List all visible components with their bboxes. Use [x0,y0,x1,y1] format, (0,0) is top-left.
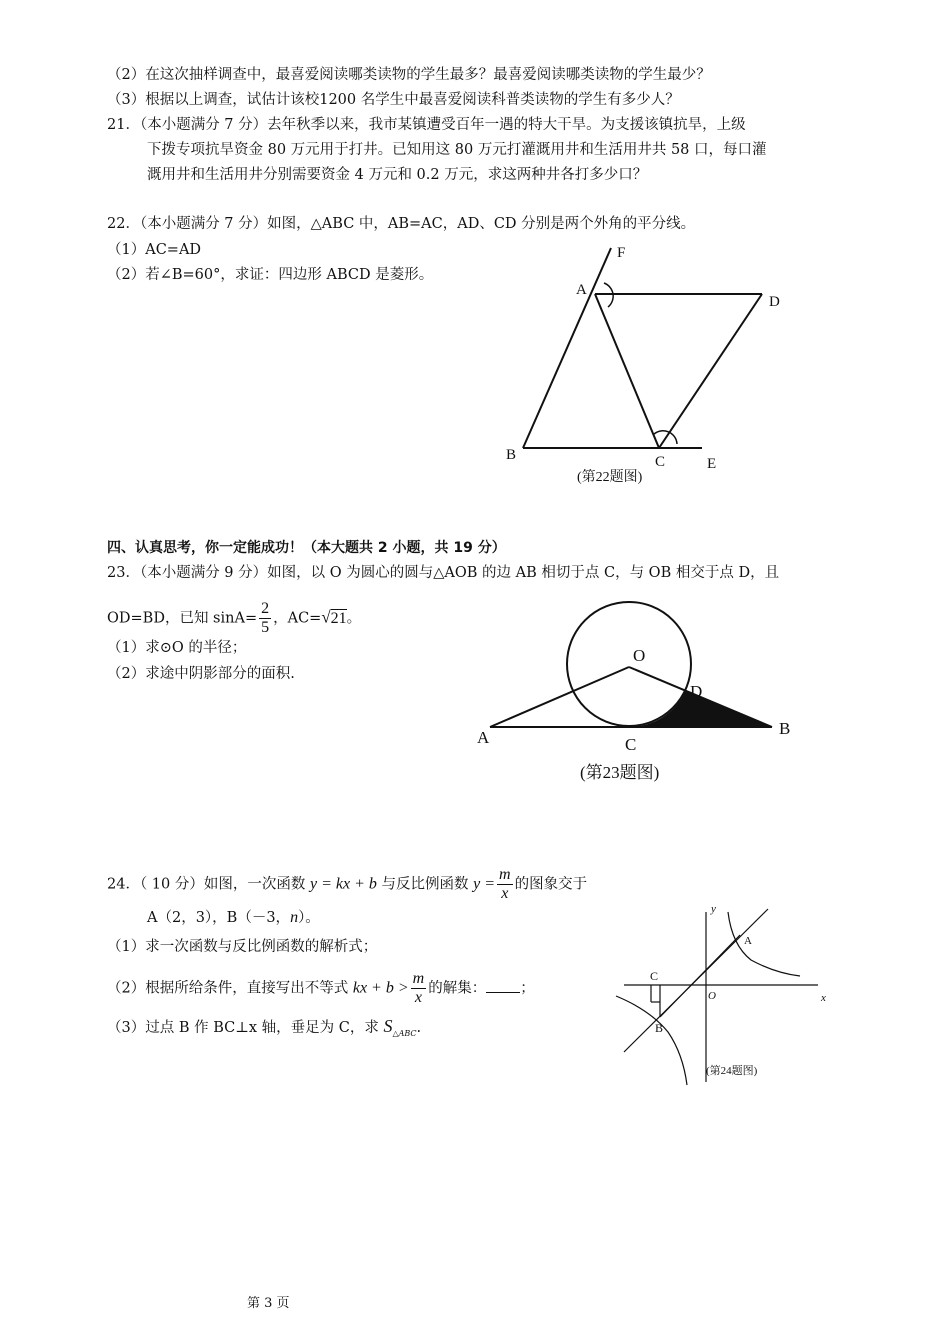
label-o24: O [708,990,716,1002]
q24-points-text: A（2，3），B（－3， [147,910,291,926]
q24-part2-text: （2）根据所给条件，直接写出不等式 [107,980,349,997]
label-a: A [576,282,587,298]
label-x: x [821,992,826,1004]
label-a23: A [477,728,490,747]
hyperbola-lower [616,996,687,1085]
label-b23: B [779,719,791,738]
frac-x: x [501,885,509,902]
caption-23: (第23题图) [580,763,660,782]
q23-given-text: OD=BD，已知 sinA= [107,610,258,627]
q23-ac: ，AC= [273,610,322,627]
label-f: F [617,245,626,261]
q22-part1: （1）AC=AD [107,242,202,258]
linear-function: y = kx + b [309,875,377,893]
frac-num: 2 [261,600,270,617]
frac-m: m [499,866,511,883]
q24-stem-end: 的图象交于 [514,876,588,893]
label-c: C [655,454,666,470]
label-e: E [707,456,717,472]
q24-stem-mid: 与反比例函数 [381,876,469,893]
label-b: B [506,447,517,463]
q20-part2: （2）在这次抽样调查中，最喜爱阅读哪类读物的学生最多？最喜爱阅读哪类读物的学生最少？ [107,67,711,83]
sqrt-sign: √ [321,607,331,627]
label-c24: C [650,969,659,983]
frac-den: 5 [261,619,270,636]
page-number: 第 3 页 [247,1296,290,1311]
q23-stem: 23．（本小题满分 9 分）如图，以 O 为圆心的圆与△AOB 的边 AB 相切于点 C，与 OB 相交于点 D，且 [107,565,780,581]
q21-line1: 21．（本小题满分 7 分）去年秋季以来，我市某镇遭受百年一遇的特大干旱。为支援该镇抗旱，上级 [107,117,746,133]
inverse-function-lhs: y = [473,875,496,893]
q22-part2: （2）若∠B=60°，求证：四边形 ABCD 是菱形。 [107,267,434,283]
q24-n: n [290,909,299,926]
line-b-a [660,935,740,1017]
label-d23: D [690,682,703,701]
frac-x2: x [414,989,422,1006]
label-y: y [711,903,716,915]
q22-stem: 22．（本小题满分 7 分）如图，△ABC 中，AB=AC，AD、CD 分别是两个外角的平分线。 [107,216,696,232]
caption-22: (第22题图) [577,470,643,485]
caption-24: (第24题图) [706,1065,758,1077]
q20-part3: （3）根据以上调查，试估计该校1200 名学生中最喜爱阅读科普类读物的学生有多少人？ [107,92,680,108]
q21-line3: 溉用井和生活用井分别需要资金 4 万元和 0.2 万元，求这两种井各打多少口？ [147,167,648,183]
q24-stem-text: 24．（ 10 分）如图，一次函数 [107,876,306,893]
q24-part2-mid: 的解集： [428,980,487,997]
label-d: D [769,294,780,310]
label-o: O [633,646,646,665]
label-c23: C [625,735,637,754]
q24-part1: （1）求一次函数与反比例函数的解析式； [107,939,378,955]
q21-line2: 下拨专项抗旱资金 80 万元用于打井。已知用这 80 万元打灌溉用井和生活用井共 58 口，每口灌 [147,142,767,158]
q23-part2: （2）求途中阴影部分的面积. [107,666,295,682]
area-symbol: S [383,1016,393,1036]
q23-part1: （1）求⊙O 的半径； [107,640,247,656]
q24-points-end: ）。 [298,910,320,926]
q24-part3-end: . [416,1020,422,1036]
q23-end: 。 [346,610,362,627]
section-4-title: 四、认真思考，你一定能成功！（本大题共 2 小题，共 19 分） [107,540,506,556]
q24-part3-text: （3）过点 B 作 BC⊥x 轴，垂足为 C，求 [107,1020,379,1036]
hyperbola-upper [728,912,800,976]
label-a24: A [744,935,752,947]
inequality: kx + b > [352,979,409,997]
label-b24: B [655,1021,664,1035]
frac-m2: m [412,970,425,987]
q24-part2-end: ； [520,980,535,997]
sqrt-value: 21 [330,609,347,627]
area-subscript: △ABC [392,1028,417,1038]
